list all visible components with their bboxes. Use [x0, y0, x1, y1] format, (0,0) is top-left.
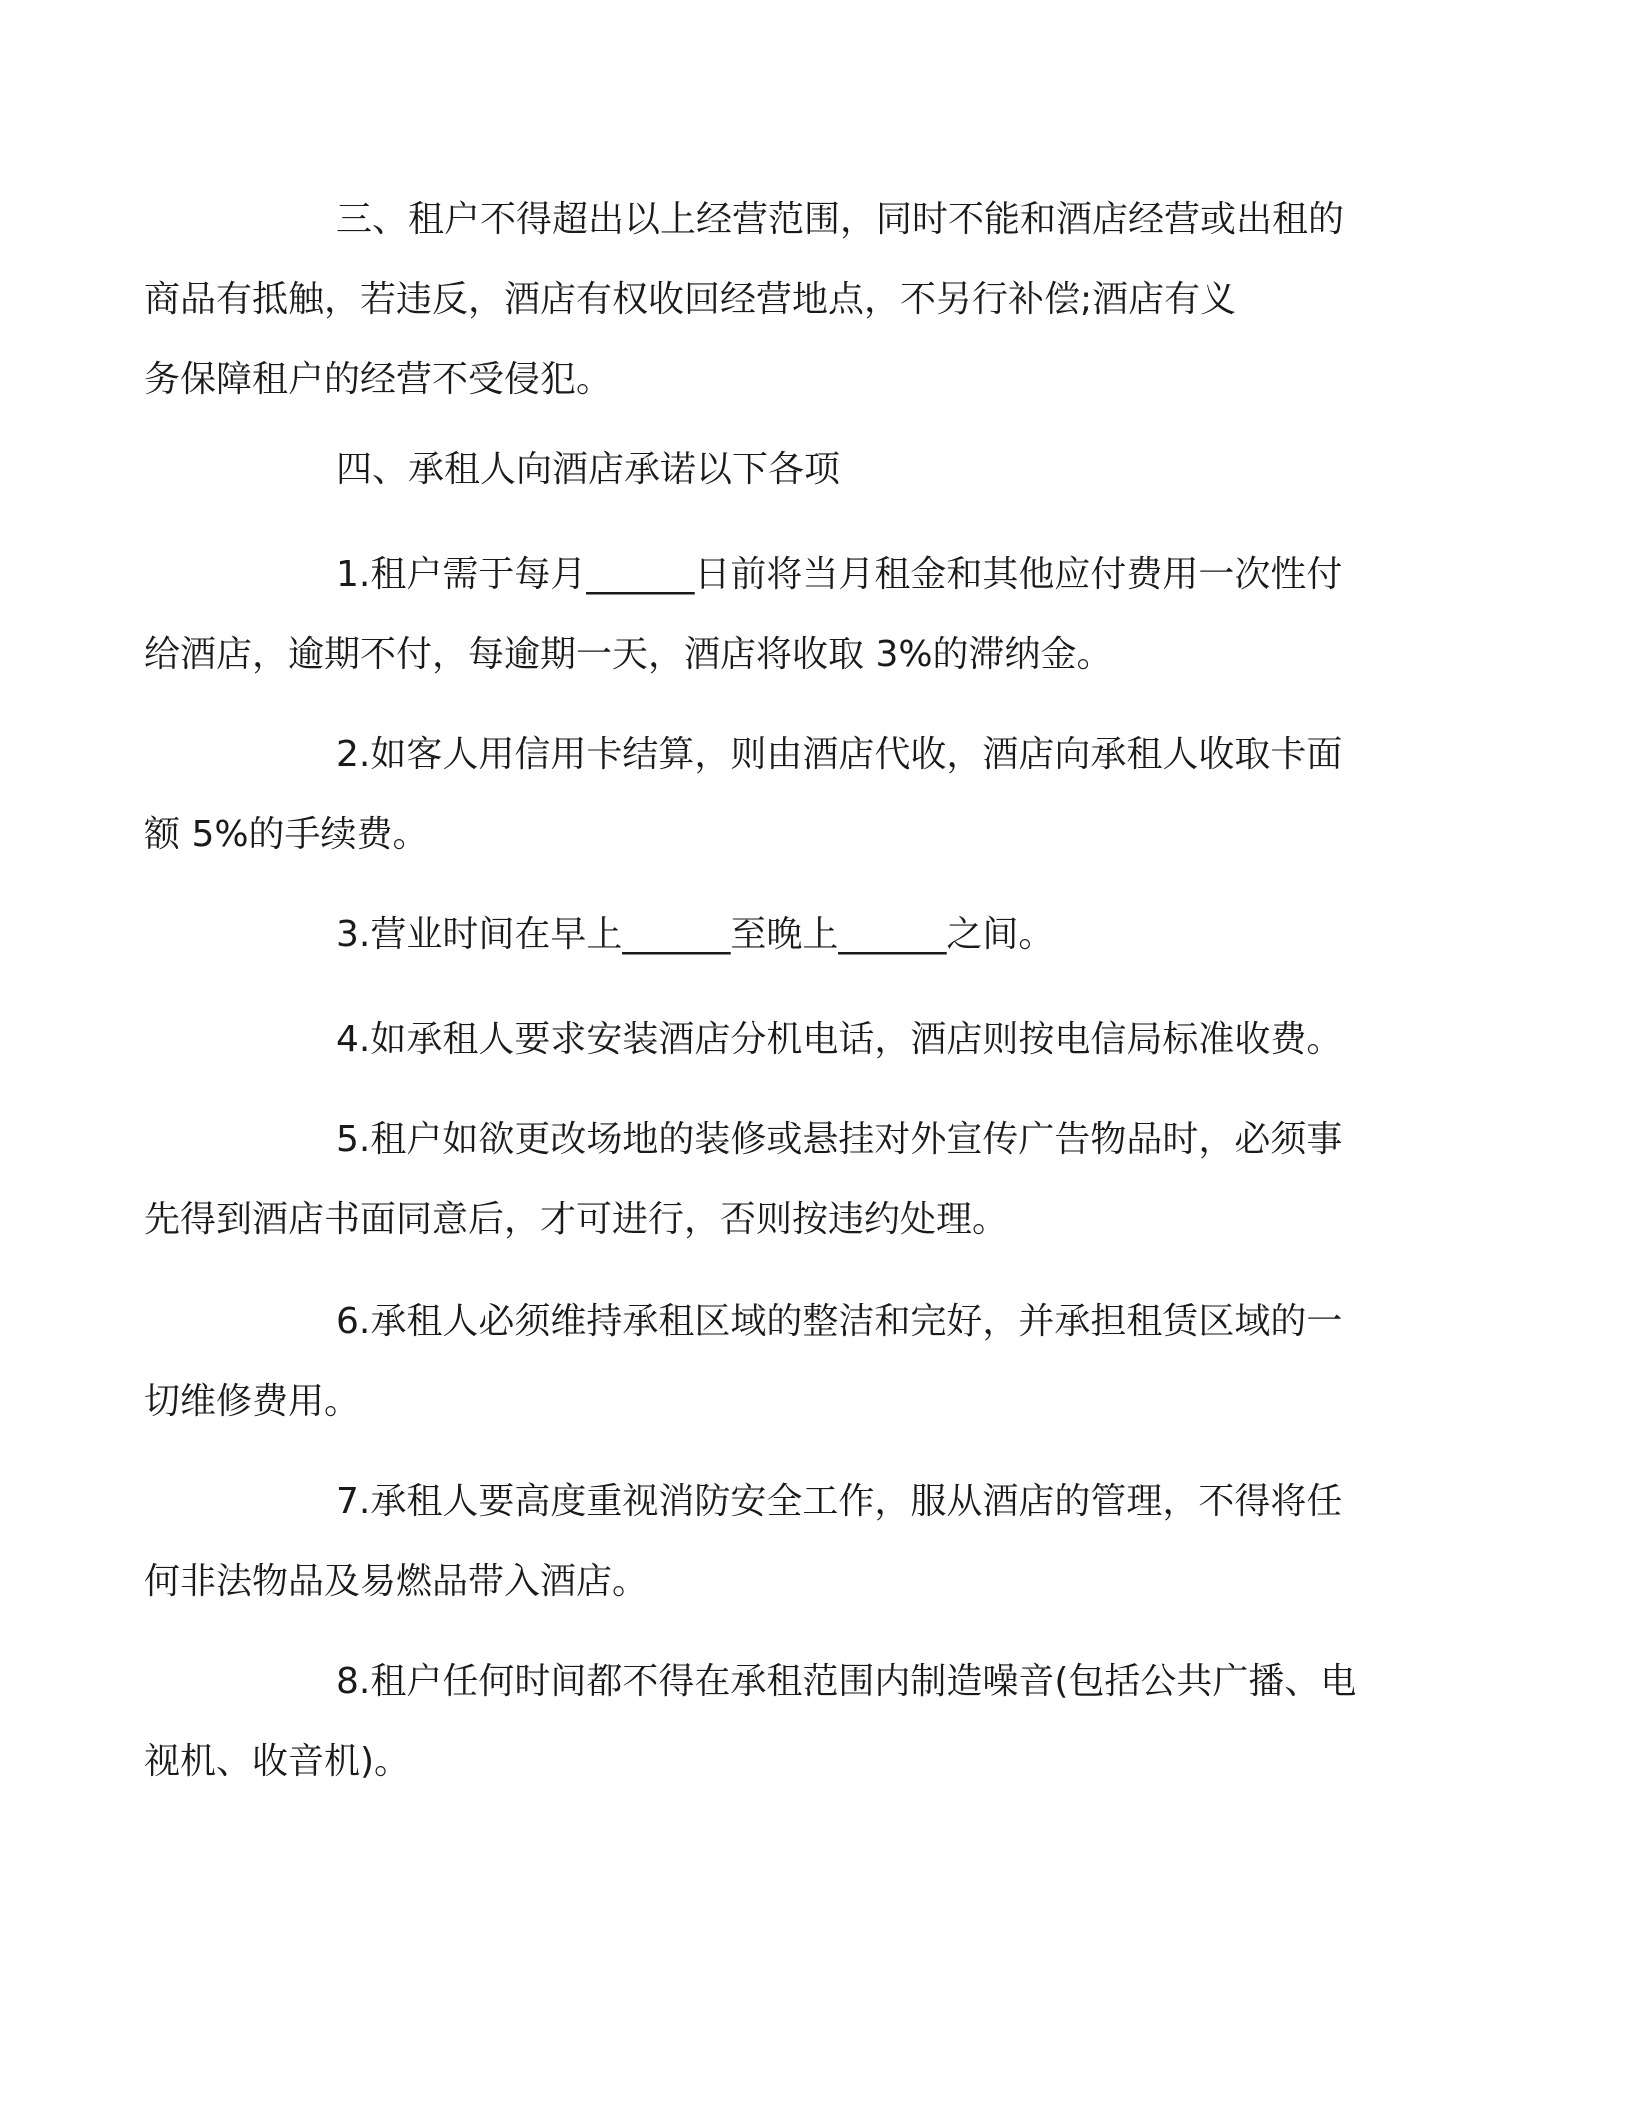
- item-2: [144, 715, 1390, 875]
- item-3-line-1: 3.营业时间在早上______至晚上______之间。: [336, 914, 1055, 955]
- clause-3-line-2: 商品有抵触，若违反，酒店有权收回经营地点，不另行补偿;酒店有义: [144, 279, 1237, 320]
- item-5: [144, 1100, 1390, 1260]
- item-7-line-2: 何非法物品及易燃品带入酒店。: [144, 1561, 649, 1602]
- item-6-line-2: 切维修费用。: [144, 1381, 361, 1422]
- clause-3: [144, 180, 1390, 420]
- item-1-line-1: 1.租户需于每月______日前将当月租金和其他应付费用一次性付: [336, 554, 1343, 595]
- item-8-line-2: 视机、收音机)。: [144, 1741, 411, 1782]
- clause-3-line-1: 三、租户不得超出以上经营范围，同时不能和酒店经营或出租的: [336, 199, 1345, 240]
- item-6: [144, 1282, 1390, 1442]
- item-4-line-1: 4.如承租人要求安装酒店分机电话，酒店则按电信局标准收费。: [336, 1019, 1343, 1060]
- item-7: [144, 1462, 1390, 1622]
- item-4: [240, 1000, 1390, 1080]
- item-2-line-2: 额 5%的手续费。: [144, 814, 429, 855]
- clause-4-line-1: 四、承租人向酒店承诺以下各项: [336, 449, 841, 490]
- item-5-line-1: 5.租户如欲更改场地的装修或悬挂对外宣传广告物品时，必须事: [336, 1119, 1343, 1160]
- item-2-line-1: 2.如客人用信用卡结算，则由酒店代收，酒店向承租人收取卡面: [336, 734, 1343, 775]
- item-8: [144, 1642, 1390, 1802]
- item-8-line-1: 8.租户任何时间都不得在承租范围内制造噪音(包括公共广播、电: [336, 1661, 1357, 1702]
- item-1: [144, 535, 1390, 695]
- item-5-line-2: 先得到酒店书面同意后，才可进行，否则按违约处理。: [144, 1199, 1009, 1240]
- item-6-line-1: 6.承租人必须维持承租区域的整洁和完好，并承担租赁区域的一: [336, 1301, 1343, 1342]
- item-3: [240, 895, 1390, 975]
- clause-4-heading: [240, 430, 1390, 510]
- item-7-line-1: 7.承租人要高度重视消防安全工作，服从酒店的管理，不得将任: [336, 1481, 1343, 1522]
- item-1-line-2: 给酒店，逾期不付，每逾期一天，酒店将收取 3%的滞纳金。: [144, 634, 1113, 675]
- clause-3-line-3: 务保障租户的经营不受侵犯。: [144, 359, 613, 400]
